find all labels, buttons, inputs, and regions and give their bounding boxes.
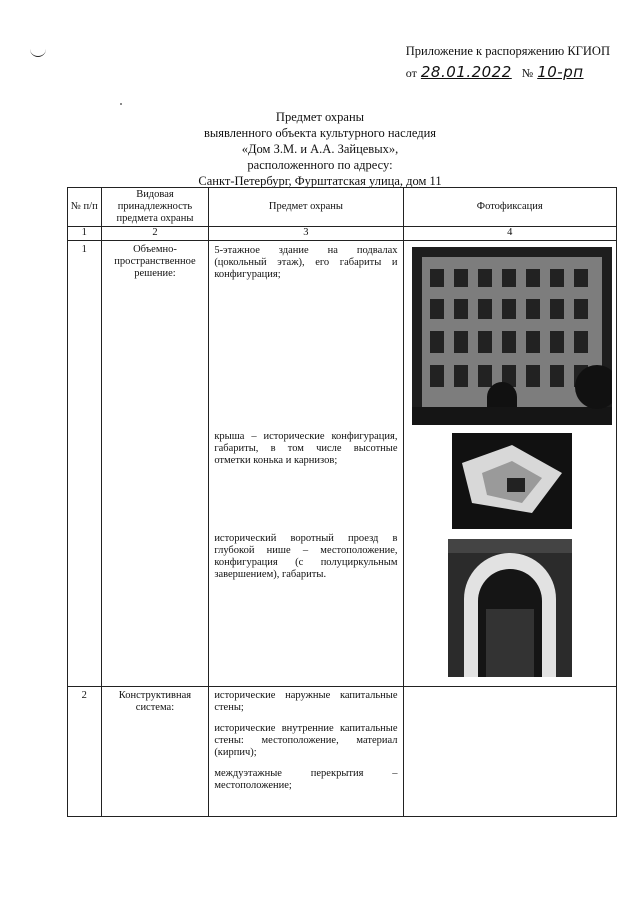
row-type bbox=[101, 241, 209, 687]
handwritten-number: 10-рп bbox=[537, 63, 584, 81]
header-photo: Фотофиксация bbox=[403, 188, 617, 227]
row-subject bbox=[209, 241, 403, 687]
row-number-text: 1 bbox=[81, 244, 87, 255]
handwritten-mark bbox=[30, 48, 46, 57]
subject-item: исторические внутренние капитальные стены: местоположение, материал (кирпич); bbox=[214, 723, 398, 758]
subject-item: исторические наружные капитальные стены; bbox=[214, 690, 398, 713]
scan-speck bbox=[120, 103, 122, 105]
number-label: № bbox=[521, 66, 534, 80]
title-line-1: Предмет охраны bbox=[275, 110, 365, 124]
handwritten-date: 28.01.2022 bbox=[420, 63, 512, 81]
gate-photo bbox=[448, 539, 572, 677]
roof-photo bbox=[452, 433, 572, 529]
row-number bbox=[68, 687, 102, 817]
appendix-date-line bbox=[406, 63, 610, 81]
col-number-3: 3 bbox=[209, 227, 403, 241]
title-line-3: «Дом З.М. и А.А. Зайцевых», bbox=[241, 142, 399, 156]
col-number-2: 2 bbox=[101, 227, 209, 241]
appendix-header bbox=[406, 44, 610, 81]
facade-photo bbox=[412, 247, 612, 425]
column-number-row bbox=[68, 227, 617, 241]
col-number-4: 4 bbox=[403, 227, 617, 241]
header-num: № п/п bbox=[68, 188, 102, 227]
from-label: от bbox=[405, 66, 417, 80]
table-row bbox=[68, 687, 617, 817]
row-photos-empty bbox=[403, 687, 617, 817]
subject-item: исторический воротный проезд в глубокой нише – местоположение, конфигурация (с полуциркульным завершением), габариты. bbox=[214, 533, 398, 580]
title-line-4: расположенного по адресу: bbox=[247, 158, 393, 172]
table-header-row bbox=[68, 188, 617, 227]
row-number-text: 2 bbox=[81, 690, 87, 701]
row-type bbox=[101, 687, 209, 817]
appendix-title: Приложение к распоряжению КГИОП bbox=[405, 44, 610, 58]
row-photos bbox=[403, 241, 617, 687]
row-number bbox=[68, 241, 102, 687]
header-type: Видовая принадлежность предмета охраны bbox=[101, 188, 209, 227]
title-line-2: выявленного объекта культурного наследия bbox=[203, 126, 437, 140]
subject-item: крыша – исторические конфигурация, габариты, в том числе высотные отметки конька и карнизов; bbox=[214, 431, 398, 466]
subject-item: 5-этажное здание на подвалах (цокольный этаж), его габариты и конфигурация; bbox=[214, 245, 398, 280]
table-row bbox=[68, 241, 617, 687]
row-type-text: Конструктивная система: bbox=[118, 690, 192, 713]
subject-item: междуэтажные перекрытия – местоположение; bbox=[214, 768, 398, 791]
row-subject bbox=[209, 687, 403, 817]
row-type-text: Объемно-пространственное решение: bbox=[114, 244, 196, 279]
document-title bbox=[0, 109, 640, 189]
col-number-1: 1 bbox=[68, 227, 102, 241]
header-subject: Предмет охраны bbox=[209, 188, 403, 227]
protection-subject-table bbox=[67, 187, 617, 817]
title-line-5: Санкт-Петербург, Фурштатская улица, дом 11 bbox=[198, 174, 442, 188]
